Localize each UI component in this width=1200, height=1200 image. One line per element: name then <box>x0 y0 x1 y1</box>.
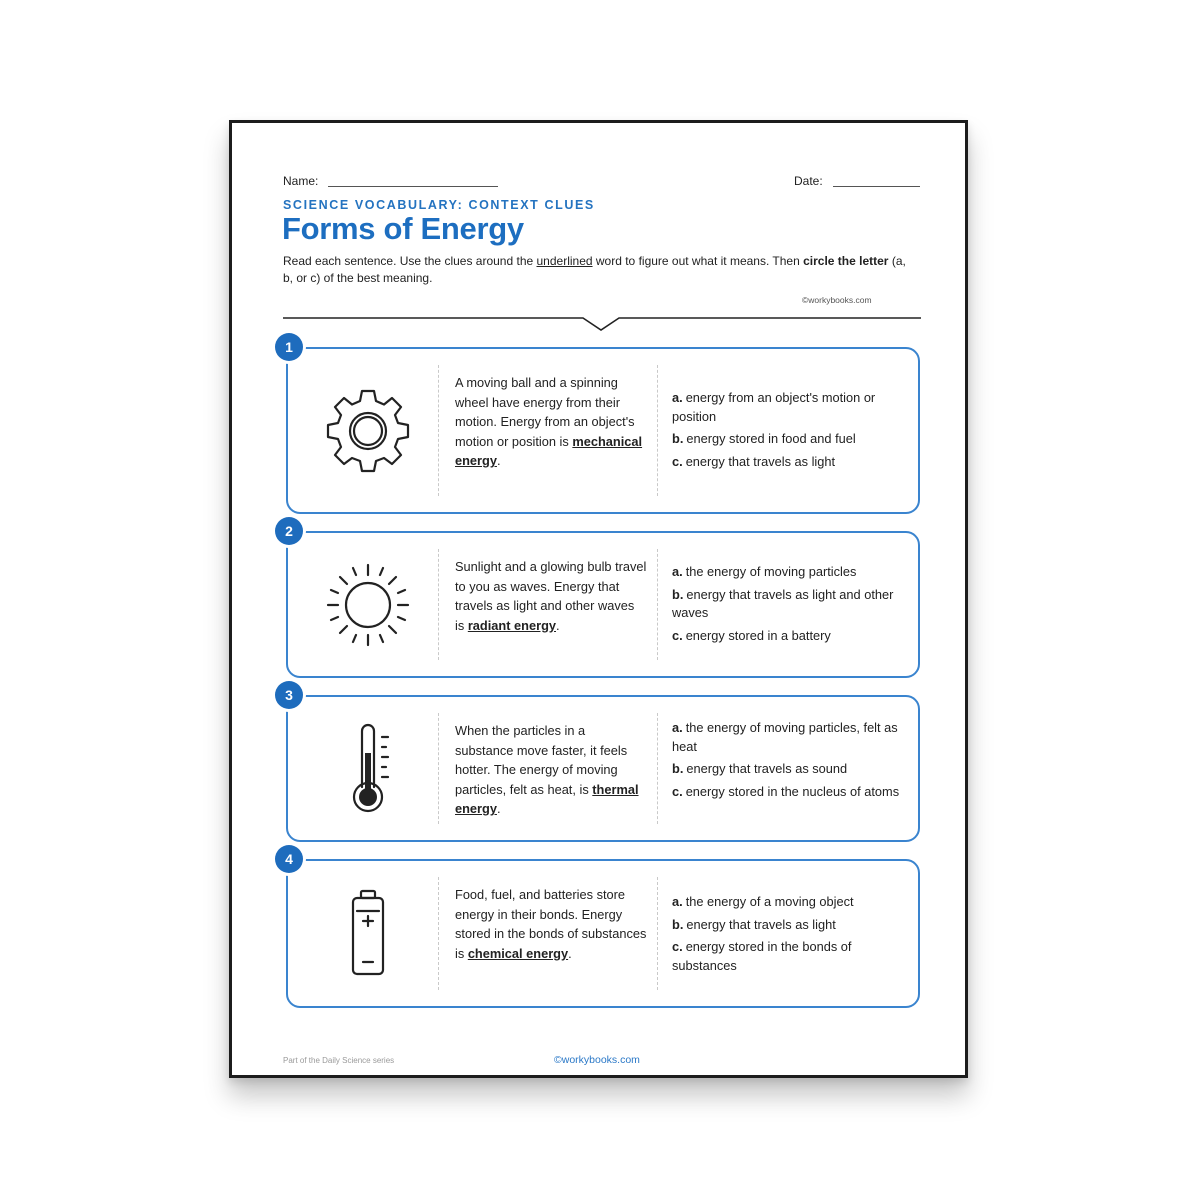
choice-a[interactable] <box>672 389 904 426</box>
choice-text: energy from an object's motion or position <box>672 390 876 424</box>
sentence-end: . <box>496 801 501 817</box>
instructions <box>283 253 913 287</box>
answer-choices <box>672 893 904 979</box>
choice-b[interactable] <box>672 430 904 449</box>
choice-letter: a. <box>672 390 683 405</box>
choice-a[interactable] <box>672 719 904 756</box>
name-label: Name: <box>283 174 319 188</box>
date-field[interactable] <box>833 174 920 187</box>
worksheet-kicker: SCIENCE VOCABULARY: CONTEXT CLUES <box>283 198 595 212</box>
gear-icon <box>322 385 414 477</box>
context-sentence <box>455 885 647 963</box>
sentence-end: . <box>496 453 501 469</box>
choice-text: energy stored in the nucleus of atoms <box>685 783 900 799</box>
choice-letter: a. <box>672 894 683 909</box>
choice-c[interactable] <box>672 783 904 802</box>
choice-a[interactable] <box>672 893 904 912</box>
card-divider <box>657 877 658 990</box>
sentence-text: Sunlight and a glowing bulb travel to you as waves. Energy that travels as light and other waves is <box>455 559 647 633</box>
choice-c[interactable] <box>672 938 904 975</box>
card-divider <box>438 549 439 660</box>
choice-text: energy that travels as light and other waves <box>672 586 894 620</box>
thermometer-icon <box>322 723 414 815</box>
page-title: Forms of Energy <box>282 211 524 246</box>
question-card-4 <box>285 851 920 1008</box>
choice-a[interactable] <box>672 563 904 582</box>
choice-letter: b. <box>672 431 684 446</box>
choice-letter: b. <box>672 586 684 602</box>
sentence-text: A moving ball and a spinning wheel have energy from their motion. Energy from an object's motion or position is <box>455 375 635 449</box>
choice-text: energy that travels as light <box>686 916 836 932</box>
choice-b[interactable] <box>672 916 904 935</box>
sentence-text: Food, fuel, and batteries store energy in their bonds. Energy stored in the bonds of substances is <box>455 887 647 961</box>
context-sentence <box>455 557 647 635</box>
choice-letter: b. <box>672 761 684 776</box>
choice-text: the energy of a moving object <box>685 894 854 909</box>
choice-text: energy stored in the bonds of substances <box>672 939 852 973</box>
vocab-term: chemical energy <box>467 945 569 961</box>
battery-icon <box>322 887 414 979</box>
choice-text: the energy of moving particles, felt as heat <box>672 720 898 754</box>
question-card-3 <box>285 687 920 842</box>
date-label: Date: <box>794 174 823 188</box>
instructions-underlined: underlined <box>536 254 593 268</box>
card-divider <box>438 713 439 824</box>
header-divider <box>283 308 923 332</box>
choice-c[interactable] <box>672 627 904 646</box>
choice-letter: a. <box>672 564 683 579</box>
answer-choices <box>672 389 904 475</box>
sentence-end: . <box>568 945 572 961</box>
choice-letter: c. <box>672 783 683 799</box>
card-divider <box>657 549 658 660</box>
context-sentence <box>455 373 647 471</box>
card-divider <box>438 877 439 990</box>
instructions-bold: circle the letter <box>803 254 889 268</box>
question-card-2 <box>285 523 920 678</box>
card-divider <box>657 365 658 496</box>
choice-letter: c. <box>672 939 683 954</box>
choice-letter: a. <box>672 720 683 735</box>
choice-c[interactable] <box>672 453 904 472</box>
vocab-term: radiant energy <box>467 617 556 633</box>
choice-b[interactable] <box>672 586 904 623</box>
answer-choices <box>672 719 904 805</box>
choice-letter: b. <box>672 916 684 932</box>
worksheet-page <box>229 120 968 1078</box>
instructions-text-2: word to figure out what it means. Then <box>592 254 804 268</box>
instructions-text-1: Read each sentence. Use the clues around the <box>283 254 537 268</box>
card-divider <box>438 365 439 496</box>
header-credit: ©workybooks.com <box>802 295 872 305</box>
sentence-end: . <box>556 617 560 633</box>
footer-series: Part of the Daily Science series <box>283 1056 395 1065</box>
question-number-badge: 2 <box>275 517 303 545</box>
context-sentence <box>455 721 647 819</box>
vocab-term: mechanical energy <box>455 433 643 469</box>
answer-choices <box>672 563 904 649</box>
choice-text: energy stored in a battery <box>685 627 831 643</box>
vocab-term: thermal energy <box>455 781 639 817</box>
choice-letter: c. <box>672 453 683 469</box>
sun-icon <box>322 559 414 651</box>
question-number-badge: 3 <box>275 681 303 709</box>
card-divider <box>657 713 658 824</box>
choice-text: the energy of moving particles <box>685 564 857 579</box>
name-field[interactable] <box>328 174 498 187</box>
question-number-badge: 1 <box>275 333 303 361</box>
instructions-text-3: (a, b, or c) of the best meaning. <box>283 254 906 285</box>
choice-text: energy stored in food and fuel <box>686 431 856 446</box>
choice-text: energy that travels as sound <box>686 761 848 776</box>
question-number-badge: 4 <box>275 845 303 873</box>
question-card-1 <box>285 339 920 514</box>
choice-letter: c. <box>672 627 683 643</box>
sentence-text: When the particles in a substance move faster, it feels hotter. The energy of moving particles, felt as heat, is <box>455 723 628 797</box>
footer-site-link[interactable]: ©workybooks.com <box>554 1054 640 1066</box>
choice-text: energy that travels as light <box>685 453 836 469</box>
choice-b[interactable] <box>672 760 904 779</box>
